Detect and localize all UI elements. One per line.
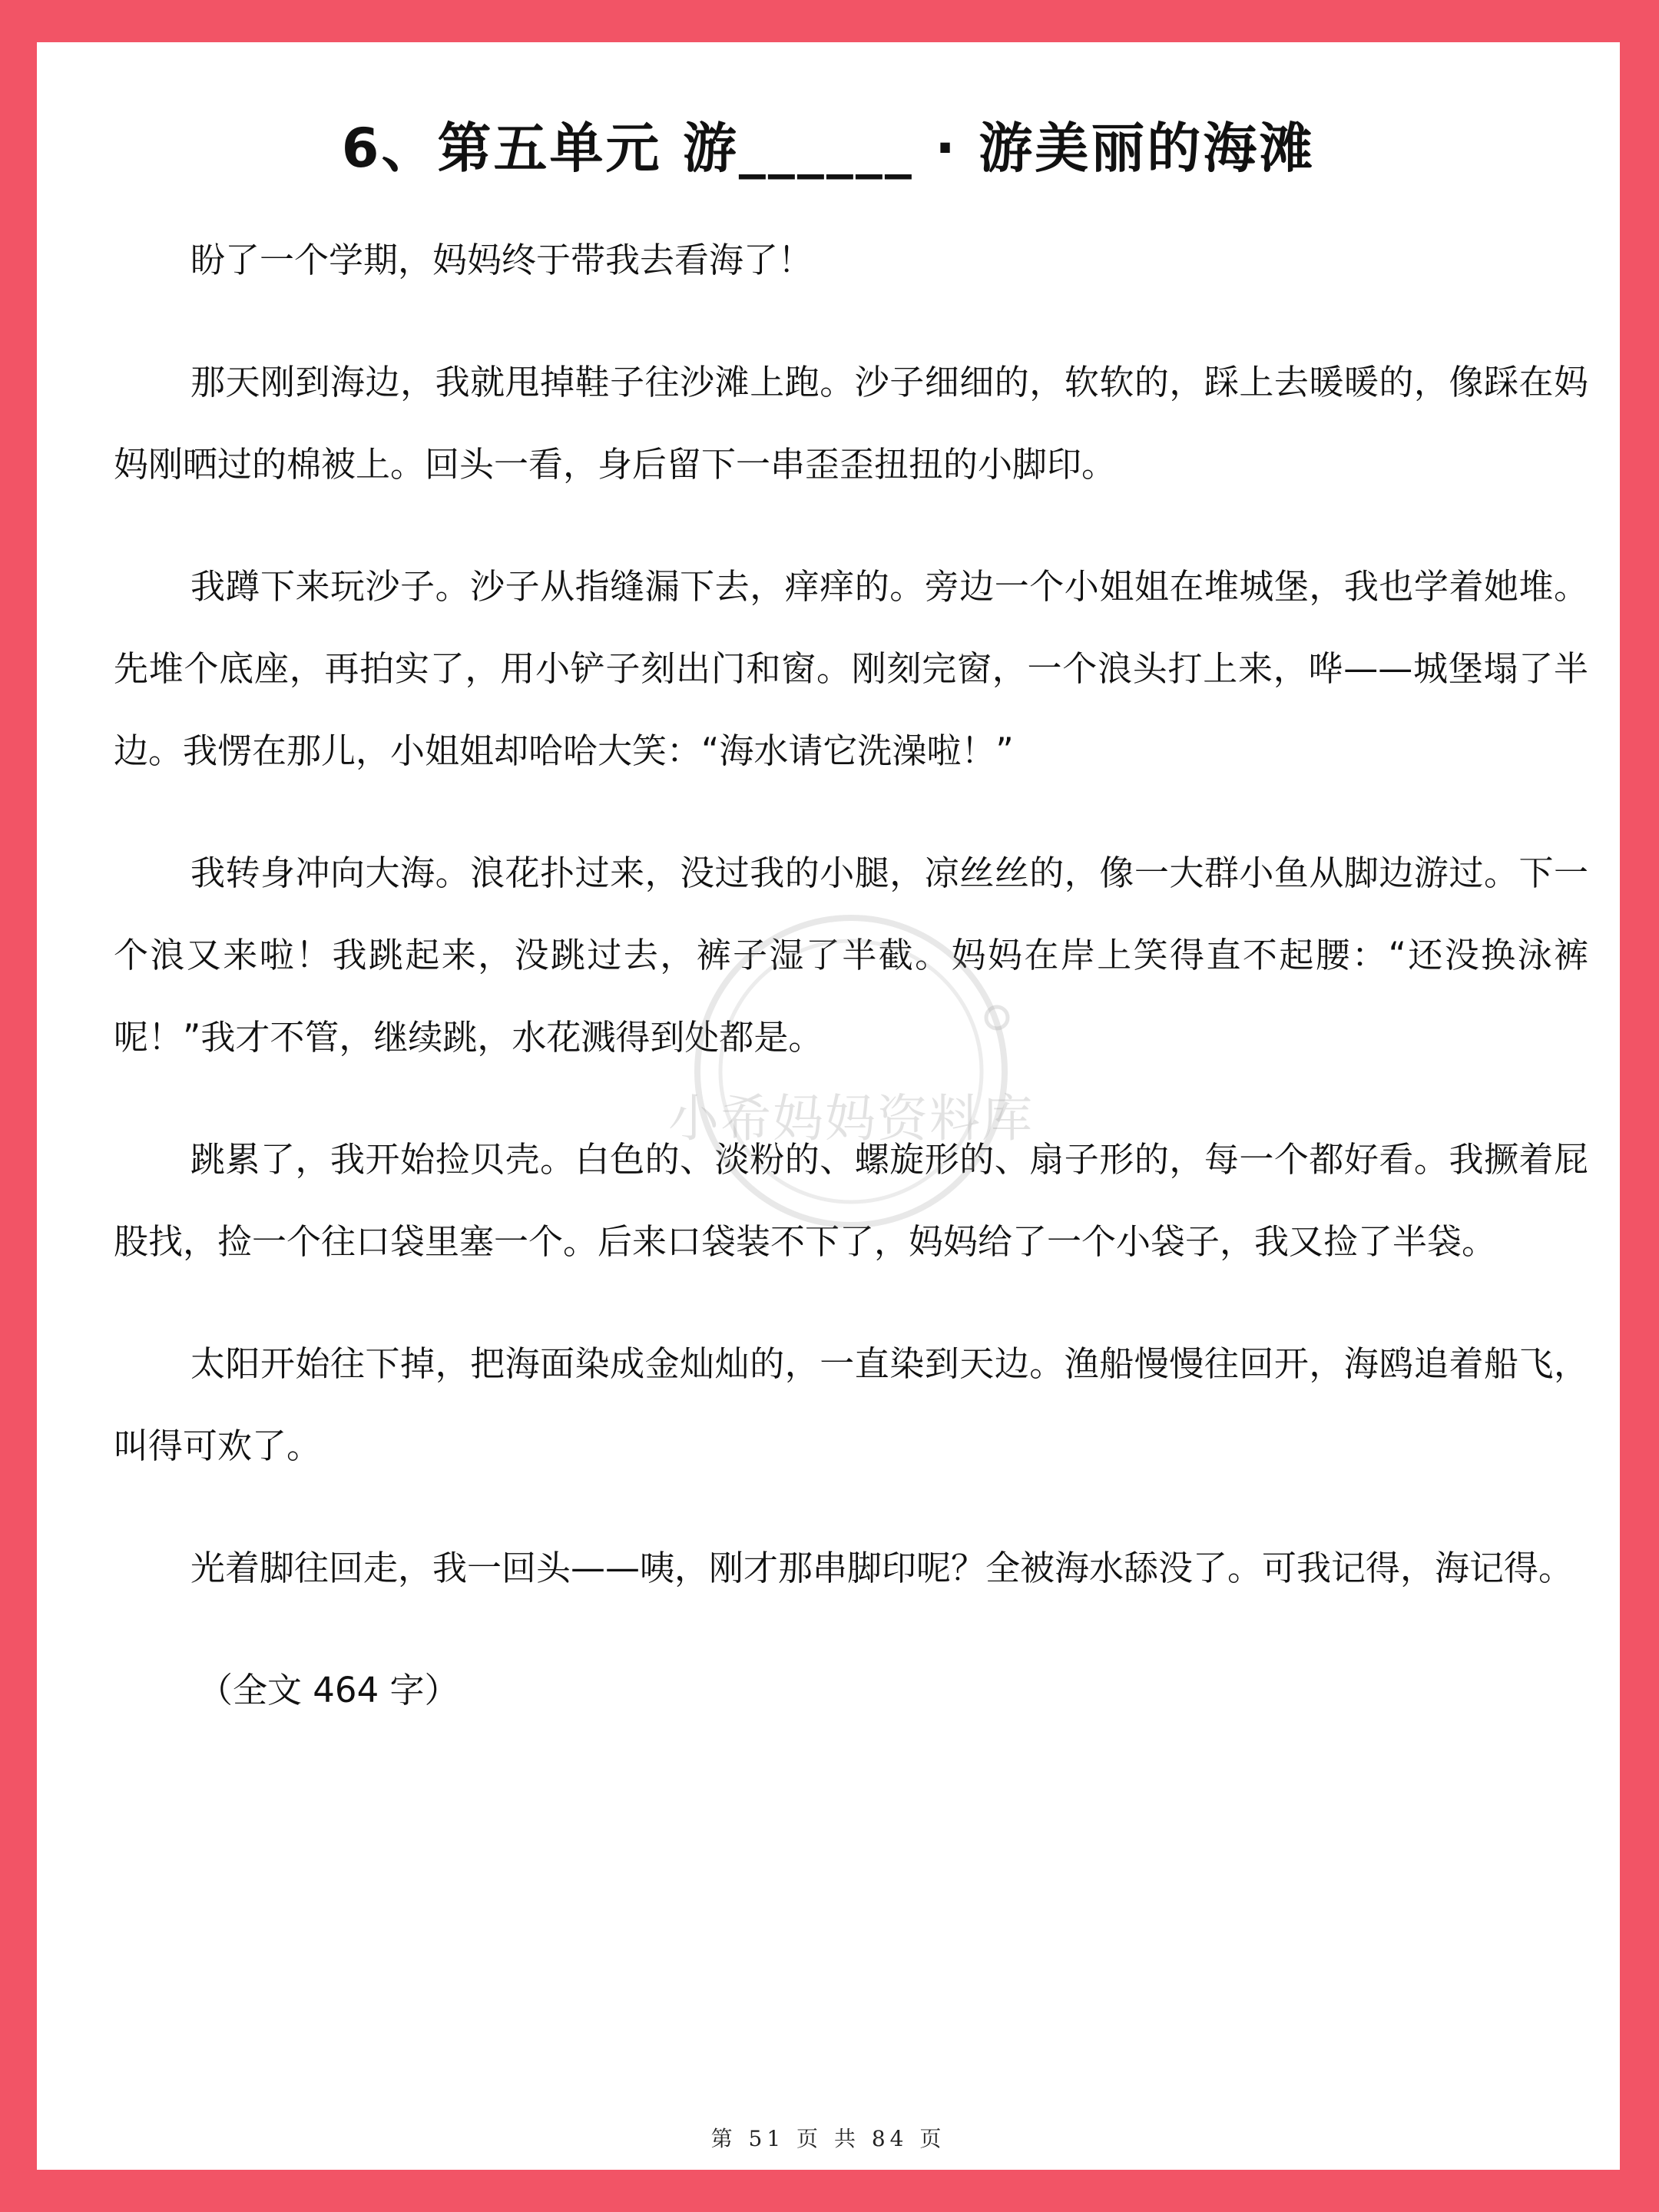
paragraph-3: 我蹲下来玩沙子。沙子从指缝漏下去，痒痒的。旁边一个小姐姐在堆城堡，我也学着她堆。先堆个底座，再拍实了，用小铲子刻出门和窗。刚刻完窗，一个浪头打上来，哗——城堡塌了半边。我愣在那儿，小姐姐却哈哈大笑：“海水请它洗澡啦！” (114, 566, 1588, 771)
word-count-note: （全文 464 字） (198, 1670, 459, 1710)
paragraph-4: 我转身冲向大海。浪花扑过来，没过我的小腿，凉丝丝的，像一大群小鱼从脚边游过。下一个浪又来啦！我跳起来，没跳过去，裤子湿了半截。妈妈在岸上笑得直不起腰：“还没换泳裤呢！”我才不管，继续跳，水花溅得到处都是。 (114, 853, 1588, 1058)
essay-body (114, 219, 1588, 1731)
paragraph-7: 光着脚往回走，我一回头——咦，刚才那串脚印呢？全被海水舔没了。可我记得，海记得。 (190, 1548, 1574, 1588)
document-page (37, 42, 1620, 2170)
page-number-footer: 第 51 页 共 84 页 (710, 2126, 946, 2151)
watermark-text: 小希妈妈资料库 (668, 1089, 1034, 1148)
paragraph-6: 太阳开始往下掉，把海面染成金灿灿的，一直染到天边。渔船慢慢往回开，海鸥追着船飞，叫得可欢了。 (114, 1343, 1588, 1466)
paragraph-1: 盼了一个学期，妈妈终于带我去看海了！ (190, 240, 813, 280)
paragraph-5: 跳累了，我开始捡贝壳。白色的、淡粉的、螺旋形的、扇子形的，每一个都好看。我撅着屁股找，捡一个往口袋里塞一个。后来口袋装不下了，妈妈给了一个小袋子，我又捡了半袋。 (114, 1139, 1588, 1262)
page-title: 6、第五单元 游______ · 游美丽的海滩 (341, 117, 1316, 180)
paragraph-2: 那天刚到海边，我就甩掉鞋子往沙滩上跑。沙子细细的，软软的，踩上去暖暖的，像踩在妈妈刚晒过的棉被上。回头一看，身后留下一串歪歪扭扭的小脚印。 (114, 362, 1588, 485)
